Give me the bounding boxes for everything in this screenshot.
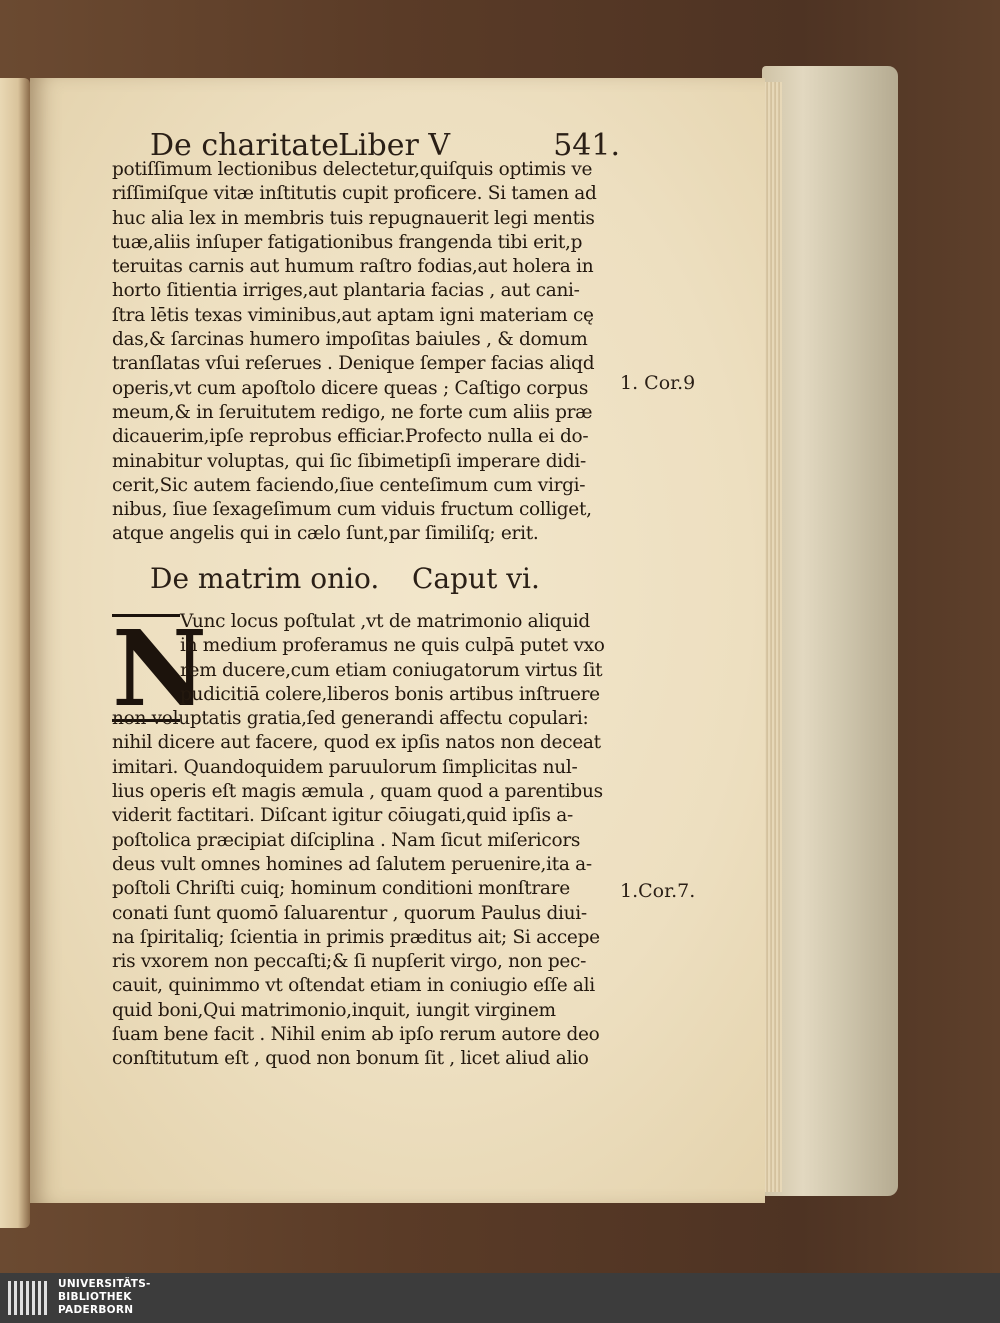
paragraph-2	[112, 607, 617, 1072]
text-line: deus vult omnes homines ad ſalutem peruenire,ita a-	[112, 853, 592, 875]
text-line: ſuam bene facit . Nihil enim ab ipſo rerum autore deo	[112, 1024, 600, 1046]
header-book: Liber V	[338, 128, 451, 163]
text-line: poſtolica præcipiat diſciplina . Nam ſicut miſericors	[112, 829, 581, 851]
drop-cap-initial: N	[112, 607, 208, 730]
text-line: tuæ,aliis inſuper fatigationibus frangenda tibi erit,p	[112, 231, 583, 253]
text-line: Vunc locus poſtulat ,vt de matrimonio aliquid	[180, 611, 590, 632]
text-line: non voluptatis gratia,ſed generandi affectu copulari:	[112, 708, 589, 730]
header-title: De charitate	[150, 128, 340, 163]
text-line: horto ſitientia irriges,aut plantaria facias , aut cani-	[112, 280, 580, 302]
vellum-cover	[762, 66, 898, 1196]
library-footer	[0, 1273, 1000, 1323]
text-line: lius operis eſt magis æmula , quam quod a parentibus	[112, 781, 603, 803]
text-line: imitari. Quandoquidem paruulorum ſimplicitas nul-	[112, 756, 578, 778]
text-line: operis,vt cum apoſtolo dicere queas ; Caſtigo corpus	[112, 377, 589, 399]
library-name	[58, 1278, 151, 1317]
text-line: pudicitiā colere,liberos bonis artibus inſtruere	[180, 683, 600, 705]
text-line: ſtra lētis texas viminibus,aut aptam igni materiam cę	[112, 304, 594, 326]
text-line: cerit,Sic autem faciendo,ſiue centeſimum cum virgi-	[112, 474, 586, 496]
facing-page-edge	[0, 78, 30, 1228]
text-line: nibus, ſiue ſexageſimum cum viduis fructum colliget,	[112, 499, 592, 521]
page-number: 541.	[553, 128, 620, 163]
text-line: conſtitutum eſt , quod non bonum ſit , licet aliud alio	[112, 1048, 589, 1070]
text-line: minabitur voluptas, qui ſic ſibimetipſi imperare didi-	[112, 450, 586, 472]
text-line: in medium proferamus ne quis culpā putet vxo	[180, 635, 605, 657]
text-line: na ſpiritaliq; ſcientia in primis præditus ait; Si accepe	[112, 926, 600, 948]
text-line: conati ſunt quomō ſaluarentur , quorum Paulus diui-	[112, 902, 587, 924]
paragraph-1	[112, 158, 617, 547]
text-line: teruitas carnis aut humum raſtro fodias,aut holera in	[112, 256, 594, 278]
text-line: meum,& in ſeruitutem redigo, ne forte cum aliis præ	[112, 401, 593, 423]
chapter-number: Caput vi.	[412, 562, 540, 595]
text-line: riſſimiſque vitæ inſtitutis cupit proficere. Si tamen ad	[112, 183, 597, 205]
text-line: huc alia lex in membris tuis repugnauerit legi mentis	[112, 207, 595, 229]
text-line: das,& ſarcinas humero impoſitas baiules , & domum	[112, 329, 588, 351]
text-line: dicauerim,ipſe reprobus efficiar.Profecto nulla ei do-	[112, 426, 589, 448]
text-line: ris vxorem non peccaſti;& ſi nupſerit virgo, non pec-	[112, 951, 587, 973]
text-line: atque angelis qui in cælo ſunt,par ſimiliſq; erit.	[112, 523, 539, 545]
chapter-heading	[150, 562, 550, 600]
library-name-line: BIBLIOTHEK	[58, 1291, 132, 1303]
library-name-line: UNIVERSITÄTS-	[58, 1278, 151, 1290]
library-name-line: PADERBORN	[58, 1304, 134, 1316]
text-line: cauit, quinimmo vt oſtendat etiam in coniugio eſſe ali	[112, 975, 595, 997]
text-line: poſtoli Chriſti cuiq; hominum conditioni monſtrare	[112, 878, 570, 900]
chapter-title: De matrim onio.	[150, 562, 380, 595]
text-line: rem ducere,cum etiam coniugatorum virtus ſit	[180, 659, 603, 681]
text-line: tranſlatas vſui reſerues . Denique ſemper facias aliqd	[112, 353, 595, 375]
text-line: nihil dicere aut facere, quod ex ipſis natos non deceat	[112, 732, 601, 754]
text-line: potiſſimum lectionibus delectetur,quiſquis optimis ve	[112, 159, 593, 180]
margin-note-1: 1. Cor.9	[620, 372, 696, 394]
margin-note-2: 1.Cor.7.	[620, 880, 696, 902]
text-line: quid boni,Qui matrimonio,inquit, iungit virginem	[112, 999, 556, 1021]
text-line: viderit factitari. Diſcant igitur cōiugati,quid ipſis a-	[112, 805, 573, 827]
library-logo-icon	[8, 1281, 52, 1315]
